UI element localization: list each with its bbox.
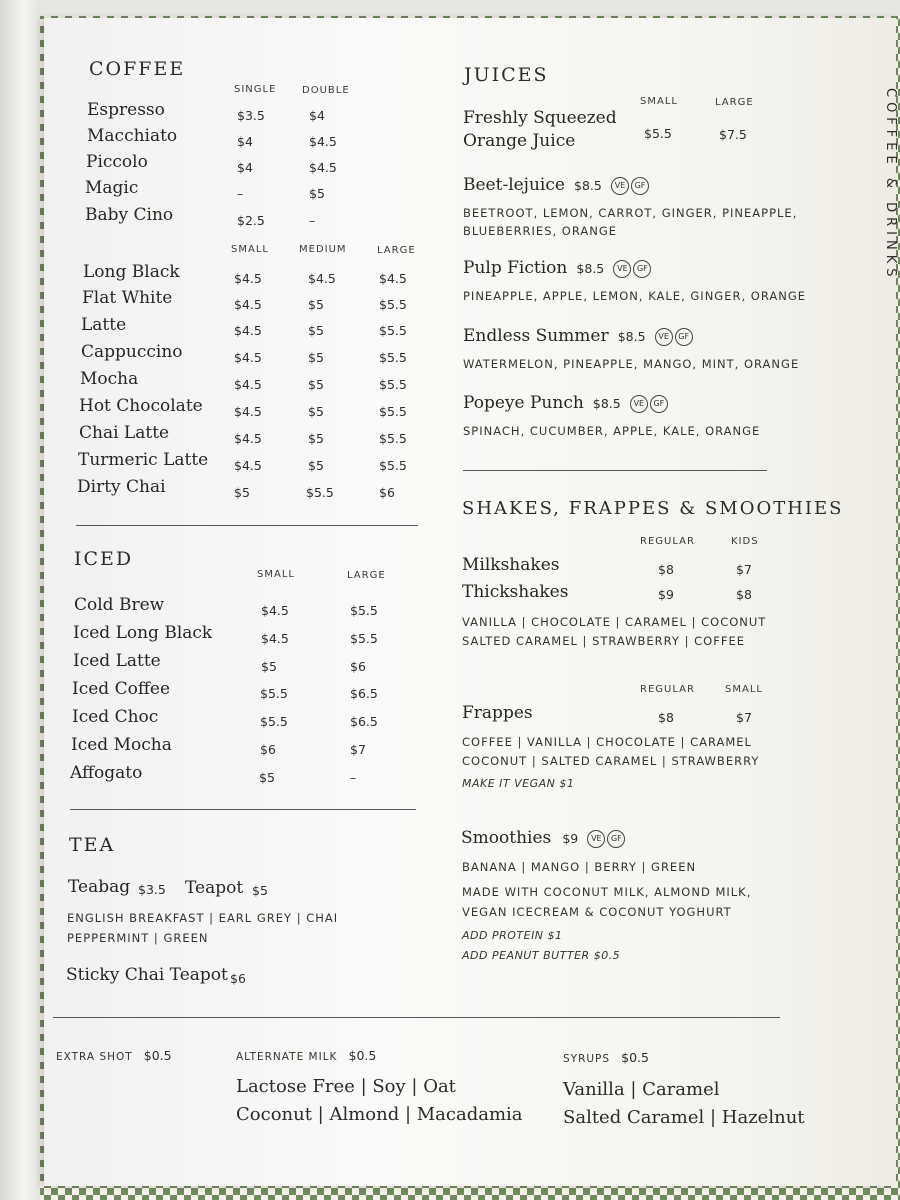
smoothie-addon: ADD PROTEIN $1 xyxy=(462,929,563,942)
shake-flavours: VANILLA | CHOCOLATE | CARAMEL | COCONUT xyxy=(462,615,767,629)
juice-ingredients: SPINACH, CUCUMBER, APPLE, KALE, ORANGE xyxy=(463,424,761,438)
menu-item-price: $6 xyxy=(350,659,366,674)
menu-item-name: Iced Latte xyxy=(73,651,161,671)
smoothie-item xyxy=(461,828,625,848)
menu-item-price: $4.5 xyxy=(234,350,262,365)
menu-item-price: $2.5 xyxy=(237,213,265,228)
juices-title: JUICES xyxy=(464,64,549,86)
menu-item-price: $4.5 xyxy=(234,458,262,473)
menu-item-price: $4.5 xyxy=(234,431,262,446)
tea-title: TEA xyxy=(69,834,116,856)
col-small: SMALL xyxy=(257,569,295,580)
juice-ingredients: BLUEBERRIES, ORANGE xyxy=(463,224,618,238)
menu-item-price: $4.5 xyxy=(261,631,289,646)
juice-ingredients: WATERMELON, PINEAPPLE, MANGO, MINT, ORANGE xyxy=(463,357,800,371)
syrups xyxy=(563,1047,649,1066)
col-single: SINGLE xyxy=(234,84,277,95)
menu-item-price: – xyxy=(350,770,357,785)
juice-item xyxy=(463,258,651,278)
back-page-edge xyxy=(0,0,40,1200)
menu-item-price: $5.5 xyxy=(379,377,407,392)
menu-item-price: $9 xyxy=(562,831,579,846)
menu-item-price: $4.5 xyxy=(309,160,337,175)
extra-shot-price: $0.5 xyxy=(143,1048,172,1063)
menu-item-price: $5 xyxy=(309,186,325,201)
syrup-options: Vanilla | Caramel xyxy=(563,1079,720,1100)
menu-item-price: $8 xyxy=(658,562,674,577)
menu-item-price: $4.5 xyxy=(379,271,407,286)
menu-item-price: $5.5 xyxy=(379,297,407,312)
menu-item-name: Affogato xyxy=(70,763,143,783)
menu-item-price: $5.5 xyxy=(379,404,407,419)
menu-item-price: $4.5 xyxy=(234,323,262,338)
col-large: LARGE xyxy=(715,97,754,108)
col-small: SMALL xyxy=(640,96,678,107)
divider xyxy=(53,1017,780,1018)
menu-item-name: Espresso xyxy=(87,100,165,120)
menu-item-price: $5.5 xyxy=(379,350,407,365)
alternate-milk xyxy=(236,1045,376,1064)
menu-item-price: $5 xyxy=(261,659,277,674)
menu-item-name: Popeye Punch xyxy=(463,393,584,413)
menu-item-name: Thickshakes xyxy=(462,582,569,602)
menu-item-price: $5 xyxy=(308,431,324,446)
col-kids: KIDS xyxy=(731,536,759,547)
frappe-flavours: COCONUT | SALTED CARAMEL | STRAWBERRY xyxy=(462,754,760,768)
menu-item-price: $8.5 xyxy=(617,329,646,344)
col-regular: REGULAR xyxy=(640,536,695,547)
menu-item-price: $5 xyxy=(234,485,250,500)
menu-item-name: Cold Brew xyxy=(74,595,165,615)
menu-page xyxy=(44,18,896,1186)
menu-item-price: $5.5 xyxy=(350,631,378,646)
smoothie-base: VEGAN ICECREAM & COCONUT YOGHURT xyxy=(462,905,732,919)
menu-item-name: Flat White xyxy=(82,288,173,308)
vegan-badge-icon: VE xyxy=(613,260,631,278)
milk-options: Coconut | Almond | Macadamia xyxy=(236,1104,523,1125)
menu-item-price: $5.5 xyxy=(379,458,407,473)
menu-item-name: Turmeric Latte xyxy=(78,450,209,470)
menu-item-price: $8 xyxy=(658,710,674,725)
syrups-label: SYRUPS xyxy=(563,1053,611,1065)
gluten-free-badge-icon: GF xyxy=(650,395,668,413)
menu-item-price: $6 xyxy=(379,485,395,500)
menu-item-price: $5.5 xyxy=(350,603,378,618)
gluten-free-badge-icon: GF xyxy=(633,260,651,278)
juice-ingredients: BEETROOT, LEMON, CARROT, GINGER, PINEAPPLE, xyxy=(463,206,798,220)
menu-item-price: $5 xyxy=(308,404,324,419)
vegan-badge-icon: VE xyxy=(655,328,673,346)
col-large: LARGE xyxy=(347,570,386,581)
menu-item-price: $4 xyxy=(309,108,325,123)
menu-item-name: Latte xyxy=(81,315,127,335)
menu-item-name: Milkshakes xyxy=(462,555,560,575)
col-double: DOUBLE xyxy=(302,85,350,96)
menu-item-price: $5.5 xyxy=(379,323,407,338)
smoothie-addon: ADD PEANUT BUTTER $0.5 xyxy=(462,949,621,962)
menu-item-price: $4.5 xyxy=(261,603,289,618)
juice-item xyxy=(463,175,649,195)
shakes-title: SHAKES, FRAPPES & SMOOTHIES xyxy=(462,498,844,519)
menu-item-name: Iced Choc xyxy=(72,707,159,727)
menu-item-price: $5 xyxy=(308,458,324,473)
menu-item-price: $3.5 xyxy=(138,882,166,897)
frappe-vegan-note: MAKE IT VEGAN $1 xyxy=(462,777,575,790)
menu-item-name: Endless Summer xyxy=(463,326,609,346)
smoothie-flavours: BANANA | MANGO | BERRY | GREEN xyxy=(462,860,697,874)
smoothie-base: MADE WITH COCONUT MILK, ALMOND MILK, xyxy=(462,885,752,899)
menu-item-name: Smoothies xyxy=(461,828,552,848)
menu-item-price: $4.5 xyxy=(234,377,262,392)
vegan-badge-icon: VE xyxy=(611,177,629,195)
vegan-badge-icon: VE xyxy=(630,395,648,413)
menu-item-price: $5 xyxy=(308,350,324,365)
menu-item-price: $6.5 xyxy=(350,686,378,701)
coffee-title: COFFEE xyxy=(89,58,186,80)
milk-options: Lactose Free | Soy | Oat xyxy=(236,1076,456,1097)
menu-item-name: Mocha xyxy=(80,369,139,389)
menu-item-name: Teapot xyxy=(185,878,244,898)
menu-item-name: Pulp Fiction xyxy=(463,258,568,278)
menu-item-price: $8.5 xyxy=(576,261,605,276)
col-large: LARGE xyxy=(377,245,416,256)
menu-item-name: Sticky Chai Teapot xyxy=(66,965,228,985)
menu-item-name: Dirty Chai xyxy=(77,477,166,497)
gluten-free-badge-icon: GF xyxy=(631,177,649,195)
divider xyxy=(70,809,416,810)
menu-item-price: $5 xyxy=(252,883,268,898)
col-regular: REGULAR xyxy=(640,684,695,695)
menu-item-price: $7 xyxy=(736,710,752,725)
tea-varieties: ENGLISH BREAKFAST | EARL GREY | CHAI xyxy=(67,911,339,925)
menu-item-price: $5 xyxy=(308,377,324,392)
tea-varieties: PEPPERMINT | GREEN xyxy=(67,931,209,945)
menu-item-price: $8 xyxy=(736,587,752,602)
divider xyxy=(463,470,767,471)
extra-shot xyxy=(56,1045,172,1064)
menu-item-price: $5.5 xyxy=(260,686,288,701)
menu-item-price: $5.5 xyxy=(260,714,288,729)
syrup-options: Salted Caramel | Hazelnut xyxy=(563,1107,805,1128)
menu-item-name: Long Black xyxy=(83,262,180,282)
alternate-milk-price: $0.5 xyxy=(348,1048,377,1063)
menu-item-name: Cappuccino xyxy=(81,342,183,362)
menu-item-price: $4 xyxy=(237,134,253,149)
extra-shot-label: EXTRA SHOT xyxy=(56,1051,133,1063)
vegan-badge-icon: VE xyxy=(587,830,605,848)
top-strip xyxy=(40,0,900,16)
menu-item-name: Freshly Squeezed xyxy=(463,108,617,128)
menu-item-price: $8.5 xyxy=(592,396,621,411)
syrups-price: $0.5 xyxy=(621,1050,649,1065)
col-small: SMALL xyxy=(725,684,763,695)
juice-item xyxy=(463,326,693,346)
juice-item xyxy=(463,393,668,413)
col-small: SMALL xyxy=(231,244,269,255)
divider xyxy=(76,525,418,526)
menu-item-price: $5 xyxy=(308,297,324,312)
menu-item-name: Orange Juice xyxy=(463,131,576,151)
menu-item-price: $4.5 xyxy=(234,271,262,286)
menu-item-name: Magic xyxy=(85,178,139,198)
side-title: COFFEE & DRINKS xyxy=(883,88,898,282)
menu-item-price: $4 xyxy=(237,160,253,175)
menu-item-price: $5.5 xyxy=(644,126,672,141)
menu-item-name: Iced Coffee xyxy=(72,679,171,699)
menu-item-name: Piccolo xyxy=(86,152,148,172)
menu-item-price: $6 xyxy=(260,742,276,757)
menu-item-price: $7.5 xyxy=(719,127,747,142)
col-medium: MEDIUM xyxy=(299,244,347,255)
menu-item-name: Beet-lejuice xyxy=(463,175,565,195)
menu-item-price: $4.5 xyxy=(308,271,336,286)
menu-item-name: Chai Latte xyxy=(79,423,170,443)
menu-item-price: – xyxy=(237,186,244,201)
alternate-milk-label: ALTERNATE MILK xyxy=(236,1051,338,1063)
shake-flavours: SALTED CARAMEL | STRAWBERRY | COFFEE xyxy=(462,634,745,648)
gluten-free-badge-icon: GF xyxy=(675,328,693,346)
menu-item-price: $6.5 xyxy=(350,714,378,729)
menu-item-price: $3.5 xyxy=(237,108,265,123)
juice-ingredients: PINEAPPLE, APPLE, LEMON, KALE, GINGER, ORANGE xyxy=(463,289,806,303)
menu-item-price: $5 xyxy=(259,770,275,785)
gluten-free-badge-icon: GF xyxy=(607,830,625,848)
menu-item-price: $5.5 xyxy=(306,485,334,500)
menu-item-name: Frappes xyxy=(462,703,533,723)
menu-item-name: Teabag xyxy=(68,877,131,897)
iced-title: ICED xyxy=(74,548,134,570)
menu-item-price: $5 xyxy=(308,323,324,338)
menu-item-name: Iced Mocha xyxy=(71,735,172,755)
menu-item-price: $4.5 xyxy=(234,297,262,312)
menu-item-price: – xyxy=(309,213,316,228)
menu-item-price: $4.5 xyxy=(309,134,337,149)
menu-item-price: $7 xyxy=(736,562,752,577)
menu-item-price: $4.5 xyxy=(234,404,262,419)
menu-item-name: Macchiato xyxy=(87,126,178,146)
menu-item-price: $8.5 xyxy=(574,178,602,193)
menu-item-name: Hot Chocolate xyxy=(79,396,203,416)
menu-item-price: $5.5 xyxy=(379,431,407,446)
menu-item-name: Iced Long Black xyxy=(73,623,213,643)
frappe-flavours: COFFEE | VANILLA | CHOCOLATE | CARAMEL xyxy=(462,735,752,749)
menu-item-price: $9 xyxy=(658,587,674,602)
menu-item-name: Baby Cino xyxy=(85,205,174,225)
menu-item-price: $7 xyxy=(350,742,366,757)
menu-item-price: $6 xyxy=(230,971,246,986)
